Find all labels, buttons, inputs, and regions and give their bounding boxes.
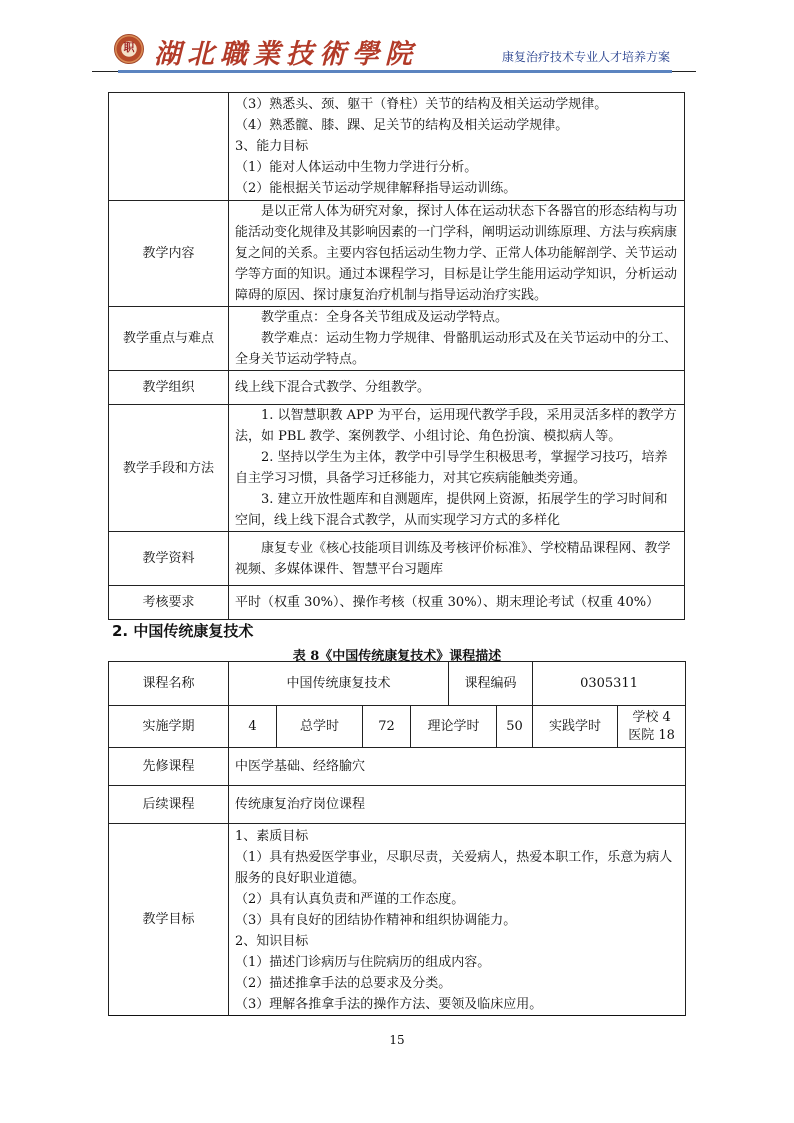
table-row	[109, 824, 686, 1016]
semester-label: 实施学期	[109, 706, 229, 748]
table-caption: 表 8《中国传统康复技术》课程描述	[292, 649, 502, 664]
table-row	[109, 371, 685, 405]
table-row	[109, 307, 685, 371]
method-item: 3. 建立开放性题库和自测题库，提供网上资源，拓展学生的学习时间和空间，线上线下混合式教学，从而实现学习方式的多样化	[235, 492, 668, 528]
materials-label: 教学资料	[109, 532, 229, 586]
method-item: 2. 坚持以学生为主体，教学中引导学生积极思考，掌握学习技巧，培养自主学习习惯，具备学习迁移能力，对其它疾病能触类旁通。	[235, 450, 668, 486]
empty-label-cell	[109, 93, 229, 201]
goals-continued-cell	[229, 93, 685, 201]
practice-hours-school: 学校 4	[632, 709, 671, 725]
methods-cell	[229, 405, 685, 532]
goal-line: （1）具有热爱医学事业，尽职尽责，关爱病人，热爱本职工作，乐意为病人服务的良好职业道德。	[235, 850, 673, 886]
assessment-label: 考核要求	[109, 586, 229, 620]
materials-text: 康复专业《核心技能项目训练及考核评价标准》、学校精品课程网、教学视频、多媒体课件、智慧平台习题库	[235, 540, 671, 577]
goal-line: （1）描述门诊病历与住院病历的组成内容。	[235, 955, 491, 970]
course-name-label: 课程名称	[109, 662, 229, 706]
theory-hours-label: 理论学时	[411, 706, 497, 748]
prerequisite-value: 中医学基础、经络腧穴	[229, 748, 686, 786]
subsequent-value: 传统康复治疗岗位课程	[229, 786, 686, 824]
table-row	[109, 662, 686, 706]
goal-line: 1、素质目标	[235, 829, 309, 844]
course-name-value: 中国传统康复技术	[229, 662, 449, 706]
semester-value: 4	[229, 706, 277, 748]
materials-cell	[229, 532, 685, 586]
header-accent-rule	[118, 70, 672, 73]
goal-line: 3、能力目标	[235, 139, 309, 154]
logo-mark: 职	[123, 41, 135, 54]
page-number: 15	[389, 1033, 405, 1047]
difficulties-text: 教学难点：运动生物力学规律、骨骼肌运动形式及在关节运动中的分工、全身关节运动学特点。	[235, 331, 678, 367]
goal-line: （4）熟悉髋、膝、踝、足关节的结构及相关运动学规律。	[235, 118, 569, 133]
theory-hours-value: 50	[497, 706, 533, 748]
course-code-label: 课程编码	[449, 662, 533, 706]
table-row	[109, 93, 685, 201]
table-row	[109, 201, 685, 307]
table-row	[109, 786, 686, 824]
section-title: 2. 中国传统康复技术	[112, 622, 254, 640]
goals-label: 教学目标	[109, 824, 229, 1016]
goals-cell	[229, 824, 686, 1016]
goal-line: （3）具有良好的团结协作精神和组织协调能力。	[235, 913, 517, 928]
content-text: 是以正常人体为研究对象，探讨人体在运动状态下各器官的形态结构与功能活动变化规律及其影响因素的一门学科，阐明运动训练原理、方法与疾病康复之间的关系。主要内容包括运动生物力学、正常人体功能解剖学、关节运动学等方面的知识。通过本课程学习，目标是让学生能用运动学知识，分析运动障碍的原因、探讨康复治疗机制与指导运动治疗实践。	[235, 204, 678, 303]
content-cell	[229, 201, 685, 307]
school-name: 湖北職業技術學院	[154, 39, 418, 70]
method-item: 1. 以智慧职教 APP 为平台，运用现代教学手段，采用灵活多样的教学方法，如 PBL 教学、案例教学、小组讨论、角色扮演、模拟病人等。	[235, 408, 677, 444]
course-table-continued	[108, 92, 685, 620]
key-points-text: 教学重点：全身各关节组成及运动学特点。	[261, 310, 509, 325]
school-logo-icon	[114, 34, 144, 64]
subsequent-label: 后续课程	[109, 786, 229, 824]
organization-label: 教学组织	[109, 371, 229, 405]
goal-line: （2）描述推拿手法的总要求及分类。	[235, 976, 452, 991]
key-points-cell	[229, 307, 685, 371]
table-row	[109, 405, 685, 532]
prerequisite-label: 先修课程	[109, 748, 229, 786]
course-code-value: 0305311	[533, 662, 686, 706]
methods-label: 教学手段和方法	[109, 405, 229, 532]
practice-hours-hospital: 医院 18	[628, 727, 675, 743]
content-label: 教学内容	[109, 201, 229, 307]
document-title: 康复治疗技术专业人才培养方案	[501, 50, 670, 64]
goal-line: （1）能对人体运动中生物力学进行分析。	[235, 160, 478, 175]
assessment-text: 平时（权重 30%）、操作考核（权重 30%）、期末理论考试（权重 40%）	[229, 586, 685, 620]
goal-line: （3）理解各推拿手法的操作方法、要领及临床应用。	[235, 997, 543, 1012]
organization-text: 线上线下混合式教学、分组教学。	[229, 371, 685, 405]
goal-line: （2）具有认真负责和严谨的工作态度。	[235, 892, 465, 907]
total-hours-value: 72	[363, 706, 411, 748]
goal-line: 2、知识目标	[235, 934, 309, 949]
table-row	[109, 706, 686, 748]
key-points-label: 教学重点与难点	[109, 307, 229, 371]
table-row	[109, 532, 685, 586]
table-row	[109, 748, 686, 786]
practice-hours-value	[618, 706, 686, 748]
table-row	[109, 586, 685, 620]
goal-line: （3）熟悉头、颈、躯干（脊柱）关节的结构及相关运动学规律。	[235, 97, 608, 112]
course-description-table	[108, 661, 686, 1016]
goal-line: （2）能根据关节运动学规律解释指导运动训练。	[235, 181, 517, 196]
practice-hours-label: 实践学时	[533, 706, 618, 748]
total-hours-label: 总学时	[277, 706, 363, 748]
